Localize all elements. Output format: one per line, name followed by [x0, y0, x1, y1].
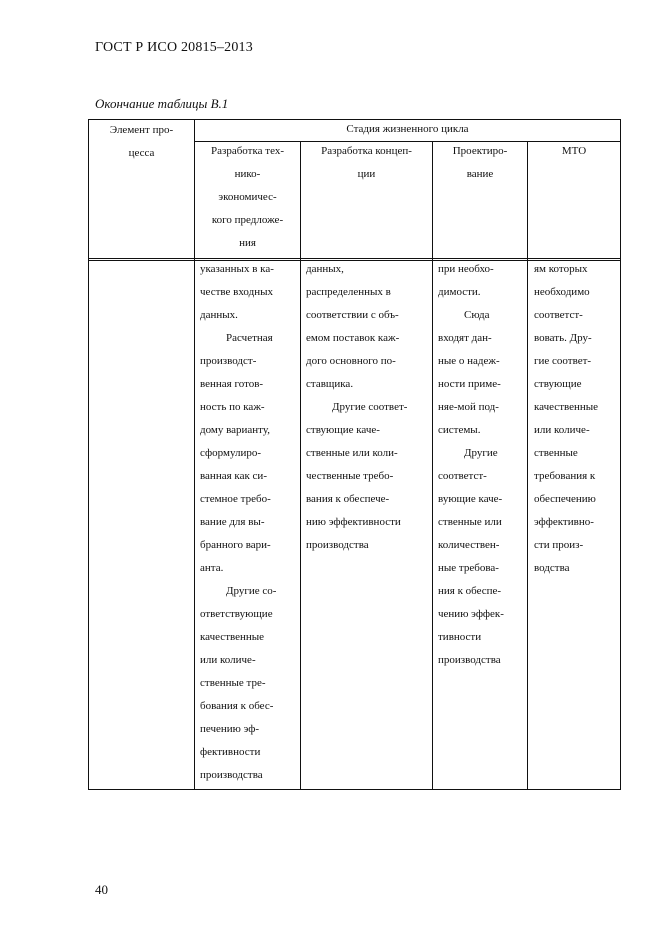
- text-line: ные требова-: [438, 562, 499, 574]
- text-line: ности приме-: [438, 378, 501, 390]
- table-caption: Окончание таблицы В.1: [95, 96, 229, 111]
- text-line: ственные: [534, 447, 578, 459]
- text-line: обеспечению: [534, 493, 596, 505]
- text-line: указанных в ка-: [200, 263, 274, 275]
- table-border-right: [620, 119, 621, 790]
- text-line: или количе-: [534, 424, 590, 436]
- text-line: качественные: [200, 631, 265, 643]
- text-line: ния к обеспе-: [438, 585, 502, 597]
- text-line: чению эффек-: [438, 608, 504, 620]
- text-line: дому варианту,: [200, 424, 270, 436]
- text-line: входят дан-: [438, 332, 492, 344]
- header-concept: [301, 140, 432, 186]
- text-line: Другие: [464, 447, 498, 459]
- text-line: печению эф-: [200, 723, 260, 735]
- page-number: 40: [95, 882, 108, 897]
- text-line: Другие со-: [226, 585, 277, 597]
- text-line: необходимо: [534, 286, 590, 298]
- text-line: требования к: [534, 470, 596, 482]
- text-line: венная готов-: [200, 378, 264, 390]
- col-divider-3: [432, 141, 433, 790]
- text-line: Расчетная: [226, 332, 273, 344]
- text-line: ственные тре-: [200, 677, 266, 689]
- text-line: вующие каче-: [438, 493, 503, 505]
- body-cell-design: [438, 258, 504, 672]
- text-line: количествен-: [438, 539, 500, 551]
- text-line: соответст-: [438, 470, 487, 482]
- col-divider-2: [300, 141, 301, 790]
- text-line: сти произ-: [534, 539, 584, 551]
- text-line: или количе-: [200, 654, 256, 666]
- text-line: водства: [534, 562, 570, 574]
- text-line: чественные требо-: [306, 470, 394, 482]
- header-line: ции: [357, 168, 376, 180]
- text-line: стемное требо-: [200, 493, 271, 505]
- text-line: ствующие каче-: [306, 424, 380, 436]
- header-line: цесса: [128, 147, 155, 159]
- text-line: гие соответ-: [534, 355, 592, 367]
- header-line: кого предложе-: [211, 214, 284, 226]
- text-line: анта.: [200, 562, 224, 574]
- header-line: Разработка тех-: [210, 145, 284, 157]
- text-line: при необхо-: [438, 263, 494, 275]
- text-line: ственные или коли-: [306, 447, 398, 459]
- header-line: вание: [466, 168, 494, 180]
- text-line: нию эффективности: [306, 516, 401, 528]
- text-line: вание для вы-: [200, 516, 265, 528]
- header-procurement: [528, 140, 620, 163]
- text-line: качественные: [534, 401, 599, 413]
- body-cell-procurement: [534, 258, 598, 580]
- header-line: экономичес-: [218, 191, 277, 203]
- text-line: производства: [438, 654, 501, 666]
- header-feasibility: [195, 140, 300, 255]
- header-line: МТО: [561, 145, 587, 157]
- text-line: производства: [200, 769, 263, 781]
- text-line: системы.: [438, 424, 481, 436]
- body-cell-concept: [306, 258, 407, 557]
- text-line: ственные или: [438, 516, 502, 528]
- text-line: димости.: [438, 286, 481, 298]
- text-line: ствующие: [534, 378, 582, 390]
- text-line: емом поставок каж-: [306, 332, 400, 344]
- table-border-bottom: [88, 789, 621, 790]
- text-line: производства: [306, 539, 369, 551]
- text-line: тивности: [438, 631, 482, 643]
- text-line: няе-мой под-: [438, 401, 499, 413]
- lifecycle-table: [88, 119, 621, 790]
- header-line: нико-: [234, 168, 261, 180]
- header-line: ния: [239, 237, 256, 249]
- text-line: честве входных: [200, 286, 273, 298]
- text-line: соответствии с объ-: [306, 309, 399, 321]
- text-line: производст-: [200, 355, 257, 367]
- table-border-left: [88, 119, 89, 790]
- text-line: бранного вари-: [200, 539, 271, 551]
- header-lifecycle-stage: Стадия жизненного цикла: [346, 123, 469, 135]
- header-line: Элемент про-: [109, 124, 174, 136]
- text-line: данных,: [306, 263, 344, 275]
- text-line: дого основного по-: [306, 355, 396, 367]
- header-line: Разработка концеп-: [321, 145, 412, 157]
- text-line: ставщика.: [306, 378, 354, 390]
- text-line: сформулиро-: [200, 447, 261, 459]
- document-header: ГОСТ Р ИСО 20815–2013: [95, 40, 253, 55]
- text-line: ответствующие: [200, 608, 273, 620]
- text-line: ванная как си-: [200, 470, 267, 482]
- text-line: данных.: [200, 309, 238, 321]
- text-line: распределенных в: [306, 286, 391, 298]
- text-line: бования к обес-: [200, 700, 274, 712]
- text-line: вовать. Дру-: [534, 332, 592, 344]
- text-line: вания к обеспече-: [306, 493, 390, 505]
- text-line: ные о надеж-: [438, 355, 500, 367]
- text-line: фективности: [200, 746, 261, 758]
- header-design: [433, 140, 527, 186]
- text-line: Сюда: [464, 309, 490, 321]
- text-line: ям которых: [534, 263, 588, 275]
- header-line: Проектиро-: [452, 145, 508, 157]
- text-line: Другие соответ-: [332, 401, 408, 413]
- col-divider-4: [527, 141, 528, 790]
- header-process-element: [89, 119, 194, 165]
- text-line: эффективно-: [534, 516, 594, 528]
- text-line: соответст-: [534, 309, 583, 321]
- text-line: ность по каж-: [200, 401, 265, 413]
- body-cell-feasibility: [200, 258, 276, 787]
